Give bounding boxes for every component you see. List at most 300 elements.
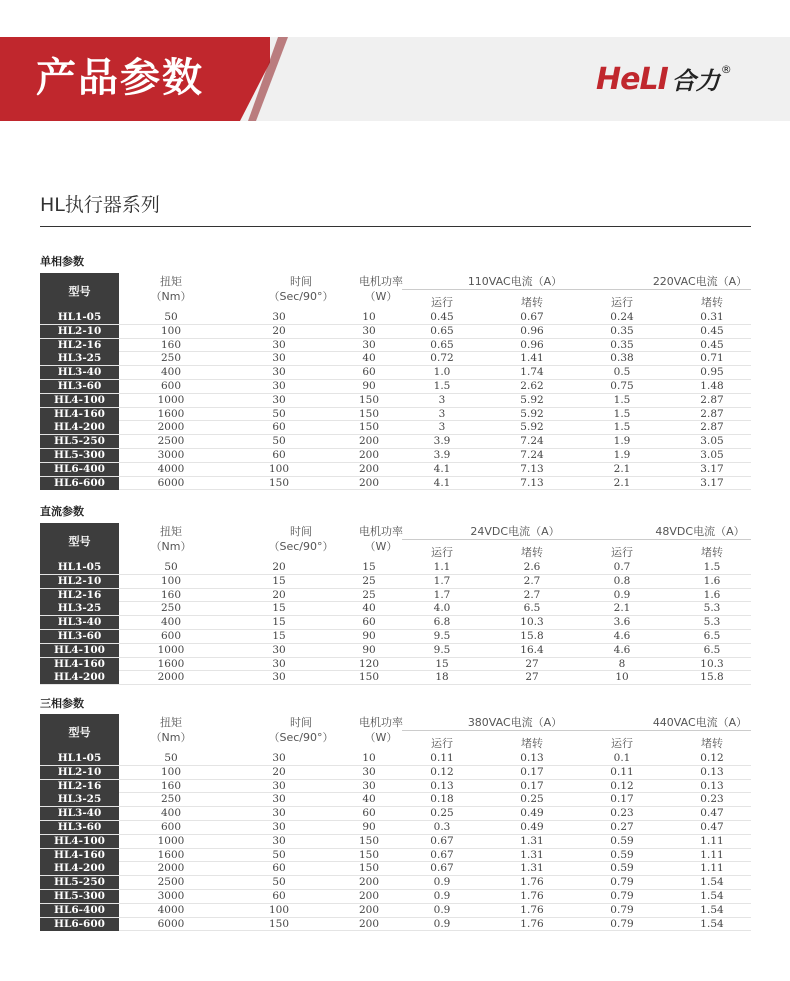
model-cell: HL2-10 <box>40 575 119 588</box>
model-cell: HL4-100 <box>40 394 119 407</box>
value-cell: 15 <box>272 574 286 587</box>
value-cell: 250 <box>160 793 182 806</box>
value-cell: 0.79 <box>610 876 634 889</box>
value-cell: 1.11 <box>700 834 724 847</box>
table-row <box>40 435 751 449</box>
section-label-three-phase: 三相参数 <box>40 697 84 710</box>
header-run-1: 运行 <box>431 296 453 309</box>
table-header <box>40 714 751 752</box>
value-cell: 600 <box>160 629 182 642</box>
value-cell: 200 <box>358 476 380 489</box>
value-cell: 15 <box>272 602 286 615</box>
value-cell: 10.3 <box>520 616 544 629</box>
value-cell: 150 <box>358 848 380 861</box>
header-run-2: 运行 <box>611 737 633 750</box>
header-stall-1: 堵转 <box>521 296 543 309</box>
value-cell: 0.38 <box>610 352 634 365</box>
model-cell: HL2-16 <box>40 339 119 352</box>
header-power-unit: （W） <box>364 731 398 744</box>
value-cell: 150 <box>358 671 380 684</box>
value-cell: 60 <box>362 807 376 820</box>
value-cell: 10 <box>615 671 629 684</box>
header-group-2: 440VAC电流（A） <box>652 716 748 729</box>
value-cell: 0.7 <box>613 561 631 573</box>
value-cell: 30 <box>272 379 286 392</box>
header-group-2-rule <box>586 289 751 290</box>
table-body <box>40 311 751 490</box>
value-cell: 160 <box>160 588 182 601</box>
table-row <box>40 835 751 849</box>
value-cell: 0.17 <box>520 765 544 778</box>
value-cell: 1000 <box>157 643 185 656</box>
value-cell: 1600 <box>157 657 185 670</box>
value-cell: 4.1 <box>433 462 451 475</box>
value-cell: 120 <box>358 657 380 670</box>
value-cell: 9.5 <box>433 629 451 642</box>
table-row <box>40 849 751 863</box>
value-cell: 200 <box>358 917 380 930</box>
header-stall-2: 堵转 <box>701 296 723 309</box>
value-cell: 1600 <box>157 848 185 861</box>
value-cell: 6000 <box>157 476 185 489</box>
table-row <box>40 766 751 780</box>
table-row <box>40 339 751 353</box>
table-header <box>40 523 751 561</box>
value-cell: 30 <box>272 752 286 764</box>
header-power-unit: （W） <box>364 540 398 553</box>
value-cell: 200 <box>358 462 380 475</box>
value-cell: 30 <box>362 324 376 337</box>
value-cell: 0.31 <box>700 311 724 323</box>
value-cell: 0.65 <box>430 324 454 337</box>
value-cell: 1.6 <box>703 588 721 601</box>
value-cell: 1000 <box>157 834 185 847</box>
spec-table-single-phase <box>40 273 751 490</box>
table-row <box>40 904 751 918</box>
model-cell: HL3-60 <box>40 821 119 834</box>
spec-table-dc <box>40 523 751 685</box>
value-cell: 7.24 <box>520 448 544 461</box>
header-run-2: 运行 <box>611 546 633 559</box>
value-cell: 90 <box>362 820 376 833</box>
model-cell: HL5-300 <box>40 890 119 903</box>
value-cell: 2.1 <box>613 476 631 489</box>
value-cell: 7.13 <box>520 476 544 489</box>
value-cell: 250 <box>160 352 182 365</box>
value-cell: 0.9 <box>433 917 451 930</box>
value-cell: 9.5 <box>433 643 451 656</box>
value-cell: 0.1 <box>613 752 631 764</box>
value-cell: 0.79 <box>610 917 634 930</box>
header-run-1: 运行 <box>431 737 453 750</box>
value-cell: 160 <box>160 779 182 792</box>
model-cell: HL6-600 <box>40 477 119 490</box>
model-cell: HL2-10 <box>40 325 119 338</box>
value-cell: 16.4 <box>520 643 544 656</box>
value-cell: 0.13 <box>430 779 454 792</box>
header-time: 时间 <box>290 525 312 538</box>
header-group-1: 380VAC电流（A） <box>467 716 563 729</box>
value-cell: 1.76 <box>520 903 544 916</box>
value-cell: 7.24 <box>520 435 544 448</box>
value-cell: 30 <box>272 779 286 792</box>
value-cell: 2.62 <box>520 379 544 392</box>
value-cell: 30 <box>272 311 286 323</box>
value-cell: 50 <box>164 752 178 764</box>
value-cell: 0.9 <box>433 889 451 902</box>
value-cell: 0.11 <box>430 752 454 764</box>
value-cell: 60 <box>272 421 286 434</box>
value-cell: 0.8 <box>613 574 631 587</box>
value-cell: 0.59 <box>610 834 634 847</box>
value-cell: 5.92 <box>520 407 544 420</box>
header-torque: 扭矩 <box>160 716 182 729</box>
model-cell: HL1-05 <box>40 752 119 765</box>
header-stall-2: 堵转 <box>701 737 723 750</box>
value-cell: 0.45 <box>430 311 454 323</box>
value-cell: 1.31 <box>520 848 544 861</box>
value-cell: 0.75 <box>610 379 634 392</box>
table-row <box>40 862 751 876</box>
header-group-2-rule <box>586 730 751 731</box>
value-cell: 6.5 <box>523 602 541 615</box>
value-cell: 1.54 <box>700 876 724 889</box>
header-group-1-rule <box>402 730 587 731</box>
header-torque: 扭矩 <box>160 525 182 538</box>
value-cell: 3000 <box>157 448 185 461</box>
value-cell: 3000 <box>157 889 185 902</box>
value-cell: 30 <box>362 765 376 778</box>
value-cell: 3.17 <box>700 462 724 475</box>
value-cell: 0.59 <box>610 848 634 861</box>
table-row <box>40 890 751 904</box>
value-cell: 0.13 <box>520 752 544 764</box>
model-cell: HL3-40 <box>40 616 119 629</box>
value-cell: 30 <box>272 643 286 656</box>
table-row <box>40 421 751 435</box>
value-cell: 2.87 <box>700 393 724 406</box>
value-cell: 0.65 <box>430 338 454 351</box>
header-group-1-rule <box>402 539 587 540</box>
value-cell: 0.96 <box>520 324 544 337</box>
value-cell: 600 <box>160 379 182 392</box>
value-cell: 4.6 <box>613 629 631 642</box>
value-cell: 200 <box>358 435 380 448</box>
model-cell: HL6-400 <box>40 904 119 917</box>
model-cell: HL3-60 <box>40 630 119 643</box>
value-cell: 4000 <box>157 903 185 916</box>
value-cell: 0.25 <box>430 807 454 820</box>
value-cell: 60 <box>272 889 286 902</box>
value-cell: 30 <box>272 657 286 670</box>
value-cell: 0.95 <box>700 366 724 379</box>
value-cell: 25 <box>362 588 376 601</box>
table-row <box>40 325 751 339</box>
value-cell: 10 <box>362 311 376 323</box>
value-cell: 0.11 <box>610 765 634 778</box>
value-cell: 0.18 <box>430 793 454 806</box>
value-cell: 1.54 <box>700 903 724 916</box>
header-time-unit: （Sec/90°） <box>268 731 334 744</box>
value-cell: 2.7 <box>523 588 541 601</box>
value-cell: 0.24 <box>610 311 634 323</box>
table-row <box>40 352 751 366</box>
table-row <box>40 575 751 589</box>
header-stall-1: 堵转 <box>521 737 543 750</box>
table-row <box>40 477 751 491</box>
value-cell: 30 <box>272 393 286 406</box>
value-cell: 90 <box>362 643 376 656</box>
value-cell: 25 <box>362 574 376 587</box>
value-cell: 2000 <box>157 421 185 434</box>
model-cell: HL3-40 <box>40 366 119 379</box>
value-cell: 2500 <box>157 435 185 448</box>
value-cell: 15.8 <box>520 629 544 642</box>
value-cell: 150 <box>358 407 380 420</box>
value-cell: 30 <box>272 671 286 684</box>
value-cell: 1.5 <box>703 561 721 573</box>
table-row <box>40 616 751 630</box>
table-row <box>40 463 751 477</box>
value-cell: 200 <box>358 889 380 902</box>
value-cell: 1.7 <box>433 574 451 587</box>
value-cell: 3 <box>438 407 446 420</box>
value-cell: 15 <box>362 561 376 573</box>
value-cell: 27 <box>525 657 539 670</box>
table-row <box>40 752 751 766</box>
value-cell: 1600 <box>157 407 185 420</box>
spec-table-three-phase <box>40 714 751 931</box>
value-cell: 0.5 <box>613 366 631 379</box>
model-cell: HL6-600 <box>40 918 119 931</box>
table-row <box>40 658 751 672</box>
header-power-unit: （W） <box>364 290 398 303</box>
header-group-1: 24VDC电流（A） <box>470 525 560 538</box>
value-cell: 2.1 <box>613 462 631 475</box>
value-cell: 5.3 <box>703 616 721 629</box>
table-header <box>40 273 751 311</box>
header-group-1: 110VAC电流（A） <box>467 275 563 288</box>
value-cell: 1.7 <box>433 588 451 601</box>
value-cell: 40 <box>362 352 376 365</box>
value-cell: 10.3 <box>700 657 724 670</box>
value-cell: 4.1 <box>433 476 451 489</box>
value-cell: 0.79 <box>610 889 634 902</box>
model-cell: HL4-160 <box>40 408 119 421</box>
value-cell: 1.54 <box>700 889 724 902</box>
value-cell: 30 <box>272 793 286 806</box>
table-row <box>40 671 751 685</box>
value-cell: 60 <box>362 616 376 629</box>
value-cell: 30 <box>272 338 286 351</box>
table-row <box>40 561 751 575</box>
value-cell: 2.87 <box>700 421 724 434</box>
value-cell: 60 <box>272 448 286 461</box>
value-cell: 0.67 <box>430 834 454 847</box>
table-row <box>40 780 751 794</box>
brand-logo <box>596 60 732 96</box>
header-power: 电机功率 <box>359 275 403 288</box>
value-cell: 1.54 <box>700 917 724 930</box>
value-cell: 100 <box>268 462 290 475</box>
table-row <box>40 394 751 408</box>
value-cell: 0.25 <box>520 793 544 806</box>
value-cell: 1.76 <box>520 889 544 902</box>
value-cell: 50 <box>272 407 286 420</box>
value-cell: 250 <box>160 602 182 615</box>
value-cell: 5.92 <box>520 421 544 434</box>
value-cell: 90 <box>362 629 376 642</box>
header-run-2: 运行 <box>611 296 633 309</box>
table-row <box>40 602 751 616</box>
table-row <box>40 366 751 380</box>
value-cell: 0.49 <box>520 807 544 820</box>
value-cell: 1.0 <box>433 366 451 379</box>
value-cell: 3.9 <box>433 448 451 461</box>
series-title: HL执行器系列 <box>40 194 160 216</box>
value-cell: 0.45 <box>700 324 724 337</box>
model-cell: HL6-400 <box>40 463 119 476</box>
value-cell: 1.9 <box>613 435 631 448</box>
value-cell: 50 <box>272 848 286 861</box>
value-cell: 15 <box>435 657 449 670</box>
model-cell: HL5-250 <box>40 876 119 889</box>
value-cell: 400 <box>160 366 182 379</box>
value-cell: 2000 <box>157 671 185 684</box>
value-cell: 100 <box>160 765 182 778</box>
value-cell: 0.13 <box>700 765 724 778</box>
value-cell: 2500 <box>157 876 185 889</box>
value-cell: 100 <box>268 903 290 916</box>
value-cell: 30 <box>362 779 376 792</box>
value-cell: 1.76 <box>520 876 544 889</box>
value-cell: 60 <box>272 862 286 875</box>
section-label-single-phase: 单相参数 <box>40 255 84 268</box>
value-cell: 15 <box>272 616 286 629</box>
model-cell: HL2-10 <box>40 766 119 779</box>
model-cell: HL2-16 <box>40 589 119 602</box>
value-cell: 200 <box>358 903 380 916</box>
model-cell: HL3-40 <box>40 807 119 820</box>
model-cell: HL4-100 <box>40 644 119 657</box>
value-cell: 1.6 <box>703 574 721 587</box>
value-cell: 20 <box>272 324 286 337</box>
value-cell: 2.1 <box>613 602 631 615</box>
header-group-2: 48VDC电流（A） <box>655 525 745 538</box>
value-cell: 1000 <box>157 393 185 406</box>
value-cell: 3.9 <box>433 435 451 448</box>
value-cell: 4.6 <box>613 643 631 656</box>
value-cell: 1.1 <box>433 561 451 573</box>
value-cell: 0.67 <box>520 311 544 323</box>
header-group-2-rule <box>586 539 751 540</box>
value-cell: 0.49 <box>520 820 544 833</box>
value-cell: 0.27 <box>610 820 634 833</box>
value-cell: 200 <box>358 876 380 889</box>
value-cell: 150 <box>358 421 380 434</box>
table-row <box>40 821 751 835</box>
value-cell: 1.5 <box>433 379 451 392</box>
value-cell: 0.9 <box>433 876 451 889</box>
value-cell: 20 <box>272 561 286 573</box>
value-cell: 50 <box>164 311 178 323</box>
value-cell: 1.11 <box>700 848 724 861</box>
header-time-unit: （Sec/90°） <box>268 540 334 553</box>
value-cell: 160 <box>160 338 182 351</box>
model-cell: HL4-200 <box>40 421 119 434</box>
value-cell: 200 <box>358 448 380 461</box>
value-cell: 2.87 <box>700 407 724 420</box>
value-cell: 0.17 <box>610 793 634 806</box>
value-cell: 0.35 <box>610 338 634 351</box>
value-cell: 150 <box>358 834 380 847</box>
value-cell: 1.31 <box>520 862 544 875</box>
value-cell: 150 <box>268 917 290 930</box>
value-cell: 1.76 <box>520 917 544 930</box>
series-divider <box>40 226 751 227</box>
table-body <box>40 752 751 931</box>
model-cell: HL4-200 <box>40 862 119 875</box>
value-cell: 20 <box>272 588 286 601</box>
registered-mark: ® <box>720 63 732 76</box>
header-time: 时间 <box>290 716 312 729</box>
value-cell: 1.11 <box>700 862 724 875</box>
value-cell: 50 <box>272 876 286 889</box>
value-cell: 1.5 <box>613 421 631 434</box>
header-torque-unit: （Nm） <box>150 540 192 553</box>
value-cell: 10 <box>362 752 376 764</box>
value-cell: 20 <box>272 765 286 778</box>
value-cell: 3.05 <box>700 435 724 448</box>
value-cell: 50 <box>164 561 178 573</box>
model-cell: HL5-250 <box>40 435 119 448</box>
value-cell: 1.48 <box>700 379 724 392</box>
value-cell: 400 <box>160 807 182 820</box>
model-cell: HL2-16 <box>40 780 119 793</box>
value-cell: 50 <box>272 435 286 448</box>
value-cell: 30 <box>272 820 286 833</box>
value-cell: 15 <box>272 629 286 642</box>
value-cell: 3 <box>438 393 446 406</box>
value-cell: 6.8 <box>433 616 451 629</box>
value-cell: 0.45 <box>700 338 724 351</box>
table-row <box>40 630 751 644</box>
value-cell: 0.13 <box>700 779 724 792</box>
value-cell: 30 <box>272 834 286 847</box>
value-cell: 0.72 <box>430 352 454 365</box>
header-group-2: 220VAC电流（A） <box>652 275 748 288</box>
value-cell: 400 <box>160 616 182 629</box>
value-cell: 1.5 <box>613 393 631 406</box>
value-cell: 0.96 <box>520 338 544 351</box>
value-cell: 40 <box>362 793 376 806</box>
model-cell: HL3-60 <box>40 380 119 393</box>
value-cell: 18 <box>435 671 449 684</box>
value-cell: 30 <box>272 366 286 379</box>
table-row <box>40 807 751 821</box>
section-label-dc: 直流参数 <box>40 505 84 518</box>
value-cell: 30 <box>272 807 286 820</box>
value-cell: 0.67 <box>430 848 454 861</box>
value-cell: 5.3 <box>703 602 721 615</box>
value-cell: 0.67 <box>430 862 454 875</box>
model-cell: HL5-300 <box>40 449 119 462</box>
header-model: 型号 <box>40 273 119 311</box>
value-cell: 3.6 <box>613 616 631 629</box>
value-cell: 8 <box>618 657 626 670</box>
header-run-1: 运行 <box>431 546 453 559</box>
value-cell: 30 <box>362 338 376 351</box>
